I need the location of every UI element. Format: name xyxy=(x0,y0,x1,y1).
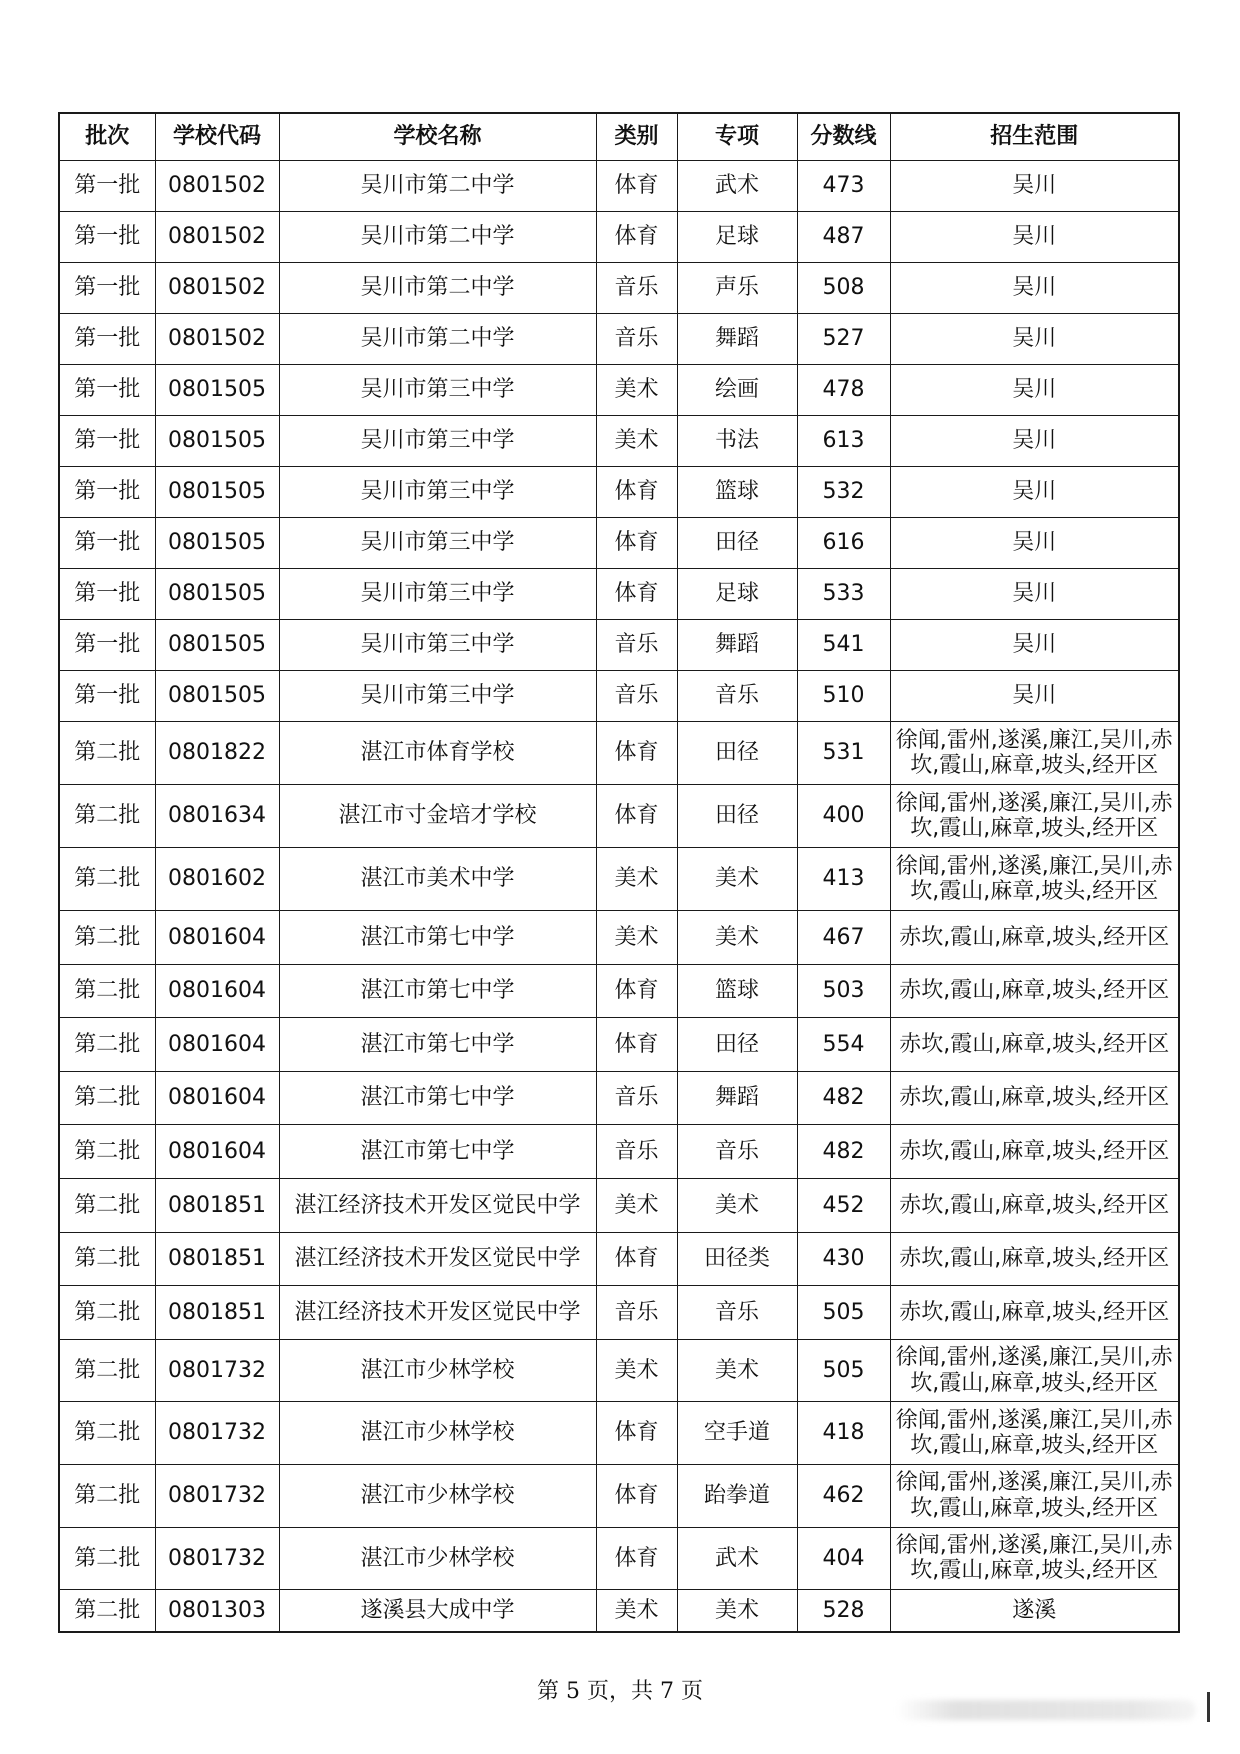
cell-batch: 第二批 xyxy=(59,1178,155,1232)
cell-category: 音乐 xyxy=(596,1286,677,1340)
cell-name: 湛江市少林学校 xyxy=(279,1402,596,1465)
cell-batch: 第二批 xyxy=(59,1286,155,1340)
cell-scope: 赤坎,霞山,麻章,坡头,经开区 xyxy=(890,1018,1179,1072)
cell-name: 吴川市第三中学 xyxy=(279,620,596,671)
cell-scope: 赤坎,霞山,麻章,坡头,经开区 xyxy=(890,1071,1179,1125)
cell-code: 0801502 xyxy=(155,212,279,263)
cell-scope: 吴川 xyxy=(890,212,1179,263)
cell-batch: 第一批 xyxy=(59,263,155,314)
cell-score: 478 xyxy=(797,365,890,416)
cell-name: 遂溪县大成中学 xyxy=(279,1590,596,1633)
cell-score: 482 xyxy=(797,1071,890,1125)
cell-batch: 第二批 xyxy=(59,1232,155,1286)
cell-batch: 第二批 xyxy=(59,1071,155,1125)
header-batch: 批次 xyxy=(59,113,155,161)
cell-specialty: 美术 xyxy=(677,1590,797,1633)
cell-scope: 吴川 xyxy=(890,569,1179,620)
cell-score: 541 xyxy=(797,620,890,671)
table-row xyxy=(59,1339,1179,1402)
cell-scope: 徐闻,雷州,遂溪,廉江,吴川,赤坎,霞山,麻章,坡头,经开区 xyxy=(890,1464,1179,1527)
cell-category: 音乐 xyxy=(596,671,677,722)
table-row xyxy=(59,1125,1179,1179)
cell-name: 湛江市少林学校 xyxy=(279,1339,596,1402)
cell-batch: 第一批 xyxy=(59,212,155,263)
cell-name: 湛江经济技术开发区觉民中学 xyxy=(279,1178,596,1232)
cell-name: 吴川市第三中学 xyxy=(279,467,596,518)
cell-category: 美术 xyxy=(596,1339,677,1402)
cell-name: 吴川市第二中学 xyxy=(279,263,596,314)
cell-code: 0801604 xyxy=(155,911,279,965)
table-row xyxy=(59,1464,1179,1527)
cell-score: 430 xyxy=(797,1232,890,1286)
cell-specialty: 篮球 xyxy=(677,467,797,518)
cell-code: 0801604 xyxy=(155,1071,279,1125)
cell-batch: 第二批 xyxy=(59,722,155,785)
cell-scope: 赤坎,霞山,麻章,坡头,经开区 xyxy=(890,964,1179,1018)
cell-score: 487 xyxy=(797,212,890,263)
cell-specialty: 跆拳道 xyxy=(677,1464,797,1527)
table-row xyxy=(59,911,1179,965)
cell-specialty: 美术 xyxy=(677,911,797,965)
table-row xyxy=(59,1178,1179,1232)
cell-code: 0801303 xyxy=(155,1590,279,1633)
cell-name: 湛江经济技术开发区觉民中学 xyxy=(279,1232,596,1286)
header-school-name: 学校名称 xyxy=(279,113,596,161)
table-row xyxy=(59,212,1179,263)
cell-category: 音乐 xyxy=(596,1071,677,1125)
cell-code: 0801505 xyxy=(155,467,279,518)
cell-scope: 赤坎,霞山,麻章,坡头,经开区 xyxy=(890,1286,1179,1340)
cell-batch: 第一批 xyxy=(59,161,155,212)
cell-code: 0801505 xyxy=(155,416,279,467)
cell-specialty: 舞蹈 xyxy=(677,314,797,365)
cell-specialty: 绘画 xyxy=(677,365,797,416)
cell-score: 527 xyxy=(797,314,890,365)
cell-scope: 吴川 xyxy=(890,416,1179,467)
cell-code: 0801732 xyxy=(155,1402,279,1465)
cell-specialty: 舞蹈 xyxy=(677,620,797,671)
cell-score: 531 xyxy=(797,722,890,785)
cell-specialty: 田径 xyxy=(677,518,797,569)
table-row xyxy=(59,1071,1179,1125)
table-row xyxy=(59,671,1179,722)
cell-category: 美术 xyxy=(596,1178,677,1232)
cell-code: 0801634 xyxy=(155,785,279,848)
cell-score: 510 xyxy=(797,671,890,722)
table-row xyxy=(59,1590,1179,1633)
cell-name: 湛江市第七中学 xyxy=(279,911,596,965)
cell-scope: 吴川 xyxy=(890,518,1179,569)
cell-specialty: 音乐 xyxy=(677,1125,797,1179)
table-header xyxy=(59,113,1179,161)
table-body xyxy=(59,161,1179,1633)
header-row xyxy=(59,113,1179,161)
cell-code: 0801604 xyxy=(155,964,279,1018)
cell-score: 413 xyxy=(797,848,890,911)
table-row xyxy=(59,1527,1179,1590)
header-category: 类别 xyxy=(596,113,677,161)
cell-category: 体育 xyxy=(596,518,677,569)
admission-score-table xyxy=(58,112,1180,1633)
cell-category: 音乐 xyxy=(596,263,677,314)
cell-score: 508 xyxy=(797,263,890,314)
cell-scope: 赤坎,霞山,麻章,坡头,经开区 xyxy=(890,911,1179,965)
table-row xyxy=(59,848,1179,911)
table-row xyxy=(59,620,1179,671)
cell-code: 0801502 xyxy=(155,314,279,365)
cell-code: 0801732 xyxy=(155,1464,279,1527)
watermark-bar-icon xyxy=(1207,1692,1210,1722)
cell-scope: 吴川 xyxy=(890,161,1179,212)
table-row xyxy=(59,1402,1179,1465)
blurred-watermark xyxy=(896,1700,1196,1720)
cell-category: 美术 xyxy=(596,416,677,467)
cell-name: 湛江市美术中学 xyxy=(279,848,596,911)
cell-score: 528 xyxy=(797,1590,890,1633)
table-row xyxy=(59,785,1179,848)
table-row xyxy=(59,416,1179,467)
cell-score: 473 xyxy=(797,161,890,212)
cell-batch: 第二批 xyxy=(59,1339,155,1402)
cell-code: 0801851 xyxy=(155,1286,279,1340)
cell-category: 美术 xyxy=(596,1590,677,1633)
cell-name: 湛江市第七中学 xyxy=(279,1125,596,1179)
cell-name: 吴川市第二中学 xyxy=(279,314,596,365)
cell-category: 体育 xyxy=(596,1527,677,1590)
cell-score: 467 xyxy=(797,911,890,965)
table-row xyxy=(59,964,1179,1018)
cell-scope: 吴川 xyxy=(890,365,1179,416)
cell-score: 503 xyxy=(797,964,890,1018)
cell-score: 404 xyxy=(797,1527,890,1590)
cell-batch: 第一批 xyxy=(59,569,155,620)
cell-code: 0801851 xyxy=(155,1178,279,1232)
table-row xyxy=(59,1018,1179,1072)
cell-code: 0801502 xyxy=(155,263,279,314)
cell-category: 体育 xyxy=(596,1232,677,1286)
page-number: 第 5 页，共 7 页 xyxy=(537,1679,703,1704)
cell-specialty: 武术 xyxy=(677,1527,797,1590)
cell-specialty: 足球 xyxy=(677,569,797,620)
cell-scope: 吴川 xyxy=(890,314,1179,365)
cell-specialty: 田径类 xyxy=(677,1232,797,1286)
cell-specialty: 足球 xyxy=(677,212,797,263)
cell-name: 吴川市第三中学 xyxy=(279,416,596,467)
table-row xyxy=(59,467,1179,518)
cell-category: 美术 xyxy=(596,848,677,911)
cell-category: 音乐 xyxy=(596,620,677,671)
cell-code: 0801602 xyxy=(155,848,279,911)
cell-specialty: 音乐 xyxy=(677,1286,797,1340)
cell-category: 美术 xyxy=(596,365,677,416)
cell-code: 0801505 xyxy=(155,569,279,620)
cell-batch: 第一批 xyxy=(59,416,155,467)
cell-category: 美术 xyxy=(596,911,677,965)
cell-scope: 吴川 xyxy=(890,467,1179,518)
cell-scope: 赤坎,霞山,麻章,坡头,经开区 xyxy=(890,1232,1179,1286)
cell-specialty: 声乐 xyxy=(677,263,797,314)
table-row xyxy=(59,1286,1179,1340)
cell-category: 体育 xyxy=(596,1464,677,1527)
cell-batch: 第一批 xyxy=(59,365,155,416)
table-row xyxy=(59,722,1179,785)
cell-specialty: 美术 xyxy=(677,1339,797,1402)
cell-name: 湛江经济技术开发区觉民中学 xyxy=(279,1286,596,1340)
cell-batch: 第一批 xyxy=(59,314,155,365)
cell-name: 湛江市少林学校 xyxy=(279,1527,596,1590)
cell-category: 体育 xyxy=(596,722,677,785)
cell-code: 0801604 xyxy=(155,1018,279,1072)
cell-name: 湛江市寸金培才学校 xyxy=(279,785,596,848)
cell-score: 482 xyxy=(797,1125,890,1179)
cell-code: 0801505 xyxy=(155,365,279,416)
cell-batch: 第二批 xyxy=(59,1464,155,1527)
cell-name: 湛江市第七中学 xyxy=(279,1071,596,1125)
header-school-code: 学校代码 xyxy=(155,113,279,161)
cell-specialty: 田径 xyxy=(677,785,797,848)
cell-name: 吴川市第二中学 xyxy=(279,161,596,212)
cell-score: 505 xyxy=(797,1339,890,1402)
cell-batch: 第一批 xyxy=(59,671,155,722)
table-row xyxy=(59,1232,1179,1286)
cell-specialty: 田径 xyxy=(677,722,797,785)
cell-scope: 赤坎,霞山,麻章,坡头,经开区 xyxy=(890,1125,1179,1179)
cell-name: 吴川市第三中学 xyxy=(279,365,596,416)
cell-specialty: 舞蹈 xyxy=(677,1071,797,1125)
cell-score: 533 xyxy=(797,569,890,620)
cell-batch: 第一批 xyxy=(59,467,155,518)
cell-specialty: 美术 xyxy=(677,1178,797,1232)
cell-scope: 吴川 xyxy=(890,671,1179,722)
cell-batch: 第二批 xyxy=(59,964,155,1018)
cell-specialty: 武术 xyxy=(677,161,797,212)
cell-specialty: 美术 xyxy=(677,848,797,911)
table-row xyxy=(59,365,1179,416)
cell-scope: 吴川 xyxy=(890,620,1179,671)
cell-code: 0801822 xyxy=(155,722,279,785)
cell-specialty: 音乐 xyxy=(677,671,797,722)
cell-name: 吴川市第三中学 xyxy=(279,671,596,722)
cell-batch: 第一批 xyxy=(59,620,155,671)
cell-category: 体育 xyxy=(596,569,677,620)
cell-scope: 徐闻,雷州,遂溪,廉江,吴川,赤坎,霞山,麻章,坡头,经开区 xyxy=(890,848,1179,911)
cell-name: 吴川市第三中学 xyxy=(279,569,596,620)
cell-category: 体育 xyxy=(596,1018,677,1072)
cell-scope: 徐闻,雷州,遂溪,廉江,吴川,赤坎,霞山,麻章,坡头,经开区 xyxy=(890,1402,1179,1465)
cell-batch: 第二批 xyxy=(59,1527,155,1590)
cell-code: 0801505 xyxy=(155,671,279,722)
cell-batch: 第二批 xyxy=(59,911,155,965)
cell-specialty: 田径 xyxy=(677,1018,797,1072)
cell-code: 0801732 xyxy=(155,1527,279,1590)
cell-score: 400 xyxy=(797,785,890,848)
cell-batch: 第二批 xyxy=(59,1018,155,1072)
table-row xyxy=(59,518,1179,569)
header-enrollment-scope: 招生范围 xyxy=(890,113,1179,161)
cell-code: 0801505 xyxy=(155,518,279,569)
cell-code: 0801732 xyxy=(155,1339,279,1402)
cell-scope: 徐闻,雷州,遂溪,廉江,吴川,赤坎,霞山,麻章,坡头,经开区 xyxy=(890,722,1179,785)
cell-batch: 第二批 xyxy=(59,785,155,848)
cell-batch: 第二批 xyxy=(59,1125,155,1179)
cell-scope: 徐闻,雷州,遂溪,廉江,吴川,赤坎,霞山,麻章,坡头,经开区 xyxy=(890,1339,1179,1402)
cell-score: 613 xyxy=(797,416,890,467)
cell-score: 532 xyxy=(797,467,890,518)
cell-name: 吴川市第二中学 xyxy=(279,212,596,263)
cell-category: 体育 xyxy=(596,964,677,1018)
cell-category: 音乐 xyxy=(596,1125,677,1179)
cell-batch: 第二批 xyxy=(59,1402,155,1465)
cell-scope: 徐闻,雷州,遂溪,廉江,吴川,赤坎,霞山,麻章,坡头,经开区 xyxy=(890,1527,1179,1590)
cell-name: 湛江市体育学校 xyxy=(279,722,596,785)
cell-score: 452 xyxy=(797,1178,890,1232)
cell-score: 554 xyxy=(797,1018,890,1072)
cell-specialty: 空手道 xyxy=(677,1402,797,1465)
cell-code: 0801505 xyxy=(155,620,279,671)
cell-category: 音乐 xyxy=(596,314,677,365)
cell-name: 湛江市第七中学 xyxy=(279,964,596,1018)
table-row xyxy=(59,161,1179,212)
cell-score: 505 xyxy=(797,1286,890,1340)
cell-name: 湛江市少林学校 xyxy=(279,1464,596,1527)
cell-scope: 遂溪 xyxy=(890,1590,1179,1633)
header-score-line: 分数线 xyxy=(797,113,890,161)
cell-category: 体育 xyxy=(596,1402,677,1465)
cell-category: 体育 xyxy=(596,161,677,212)
cell-scope: 徐闻,雷州,遂溪,廉江,吴川,赤坎,霞山,麻章,坡头,经开区 xyxy=(890,785,1179,848)
table-row xyxy=(59,569,1179,620)
header-specialty: 专项 xyxy=(677,113,797,161)
cell-code: 0801851 xyxy=(155,1232,279,1286)
cell-name: 湛江市第七中学 xyxy=(279,1018,596,1072)
table-row xyxy=(59,314,1179,365)
cell-name: 吴川市第三中学 xyxy=(279,518,596,569)
cell-category: 体育 xyxy=(596,212,677,263)
cell-category: 体育 xyxy=(596,785,677,848)
cell-score: 418 xyxy=(797,1402,890,1465)
cell-code: 0801604 xyxy=(155,1125,279,1179)
cell-scope: 赤坎,霞山,麻章,坡头,经开区 xyxy=(890,1178,1179,1232)
cell-batch: 第二批 xyxy=(59,848,155,911)
cell-score: 616 xyxy=(797,518,890,569)
table-row xyxy=(59,263,1179,314)
cell-code: 0801502 xyxy=(155,161,279,212)
cell-specialty: 篮球 xyxy=(677,964,797,1018)
cell-specialty: 书法 xyxy=(677,416,797,467)
cell-category: 体育 xyxy=(596,467,677,518)
cell-batch: 第二批 xyxy=(59,1590,155,1633)
cell-batch: 第一批 xyxy=(59,518,155,569)
cell-scope: 吴川 xyxy=(890,263,1179,314)
cell-score: 462 xyxy=(797,1464,890,1527)
